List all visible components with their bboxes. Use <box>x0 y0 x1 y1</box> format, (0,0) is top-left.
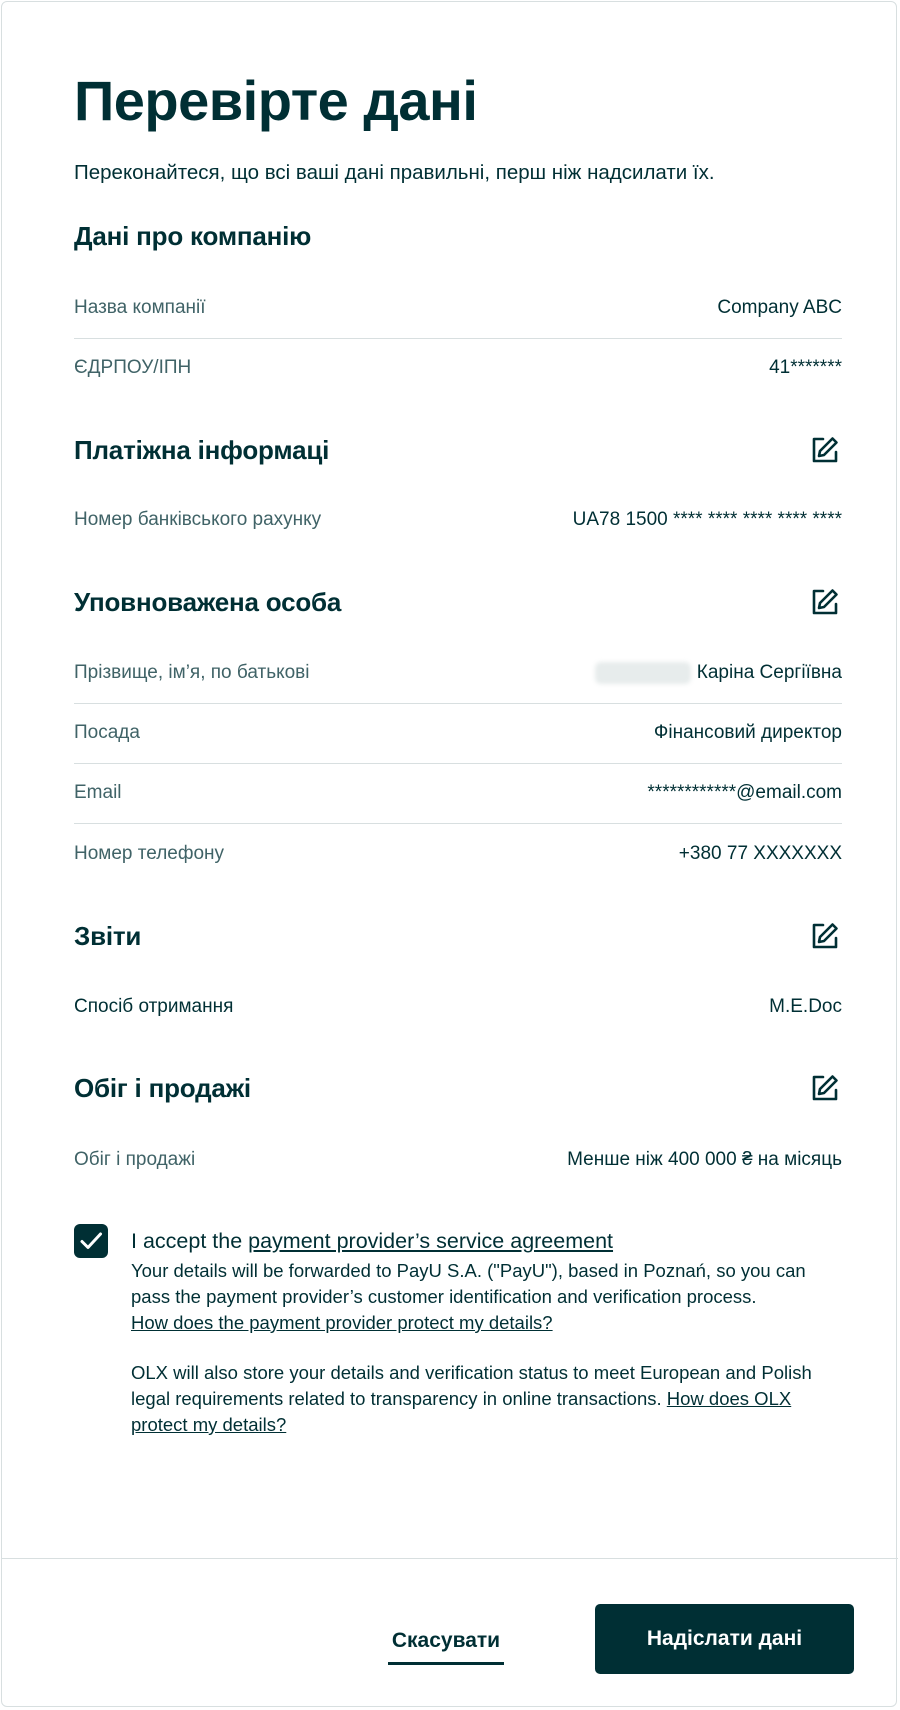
payu-protection-link[interactable]: How does the payment provider protect my details? <box>131 1312 553 1333</box>
olx-info-paragraph <box>131 1360 831 1438</box>
position-row <box>74 703 842 764</box>
person-section-title: Уповноважена особа <box>74 586 342 617</box>
row-value <box>595 662 842 684</box>
row-value: ************@email.com <box>647 782 842 803</box>
row-value: Фінансовий директор <box>653 722 842 743</box>
cancel-button[interactable]: Скасувати <box>388 1619 504 1665</box>
row-value: 41******* <box>769 357 842 378</box>
phone-row <box>74 824 842 884</box>
reports-delivery-row <box>74 977 842 1037</box>
turnover-row <box>74 1130 842 1190</box>
edit-reports-button[interactable] <box>808 919 842 953</box>
checkmark-icon <box>78 1228 104 1254</box>
payment-section-title: Платіжна інформаці <box>74 434 330 465</box>
accept-prefix: I accept the <box>131 1229 249 1253</box>
page-subtitle: Переконайтеся, що всі ваші дані правильні, перш ніж надсилати їх. <box>74 161 715 184</box>
row-label: Прізвище, ім’я, по батькові <box>74 662 310 683</box>
full-name-row <box>74 643 842 704</box>
row-label: Обіг і продажі <box>74 1149 196 1170</box>
row-label: Номер банківського рахунку <box>74 509 322 530</box>
olx-info-text: OLX will also store your details and verification status to meet European and Polish legal requirements related to transparency in online transactions. <box>131 1362 812 1409</box>
turnover-section-title: Обіг і продажі <box>74 1072 251 1103</box>
edit-pencil-icon <box>809 434 841 466</box>
row-value: +380 77 XXXXXXX <box>678 843 842 864</box>
edit-payment-button[interactable] <box>808 433 842 467</box>
payu-info-paragraph <box>131 1258 831 1336</box>
reports-section-header <box>74 912 842 960</box>
row-value: UA78 1500 **** **** **** **** **** <box>572 509 842 530</box>
reports-section-title: Звіти <box>74 920 142 951</box>
review-dialog <box>1 1 897 1707</box>
row-label: Email <box>74 782 122 803</box>
person-section-header <box>74 578 842 626</box>
turnover-section-header <box>74 1064 842 1112</box>
page-title: Перевірте дані <box>74 69 478 132</box>
row-label: Спосіб отримання <box>74 996 234 1017</box>
olx-protection-link[interactable]: How does OLX protect my details? <box>131 1388 792 1435</box>
edit-pencil-icon <box>809 586 841 618</box>
row-label: Назва компанії <box>74 297 206 318</box>
edit-pencil-icon <box>809 920 841 952</box>
consent-text <box>131 1224 831 1438</box>
accept-line <box>131 1224 831 1258</box>
row-value: Менше ніж 400 000 ₴ на місяць <box>567 1149 842 1170</box>
edit-turnover-button[interactable] <box>808 1071 842 1105</box>
payment-section-header <box>74 426 842 474</box>
accept-agreement-checkbox[interactable] <box>74 1224 108 1258</box>
company-section-title: Дані про компанію <box>74 220 312 251</box>
dialog-footer <box>2 1558 898 1709</box>
company-tax-id-row <box>74 338 842 398</box>
service-agreement-link[interactable]: payment provider’s service agreement <box>248 1229 614 1253</box>
submit-button[interactable]: Надіслати дані <box>595 1604 854 1674</box>
edit-pencil-icon <box>809 1072 841 1104</box>
redacted-surname <box>595 662 691 684</box>
full-name-value: Каріна Сергіївна <box>696 662 842 683</box>
row-label: Номер телефону <box>74 843 225 864</box>
company-name-row <box>74 278 842 339</box>
row-label: Посада <box>74 722 140 743</box>
company-section-header <box>74 212 842 260</box>
row-label: ЄДРПОУ/ІПН <box>74 357 192 378</box>
bank-account-row <box>74 490 842 550</box>
edit-person-button[interactable] <box>808 585 842 619</box>
row-value: Company ABC <box>717 297 842 318</box>
payu-info-text: Your details will be forwarded to PayU S.A. ("PayU"), based in Poznań, so you can pass the payment provider’s customer identification and verification process. <box>131 1260 806 1307</box>
email-row <box>74 763 842 824</box>
row-value: M.E.Doc <box>769 996 842 1017</box>
